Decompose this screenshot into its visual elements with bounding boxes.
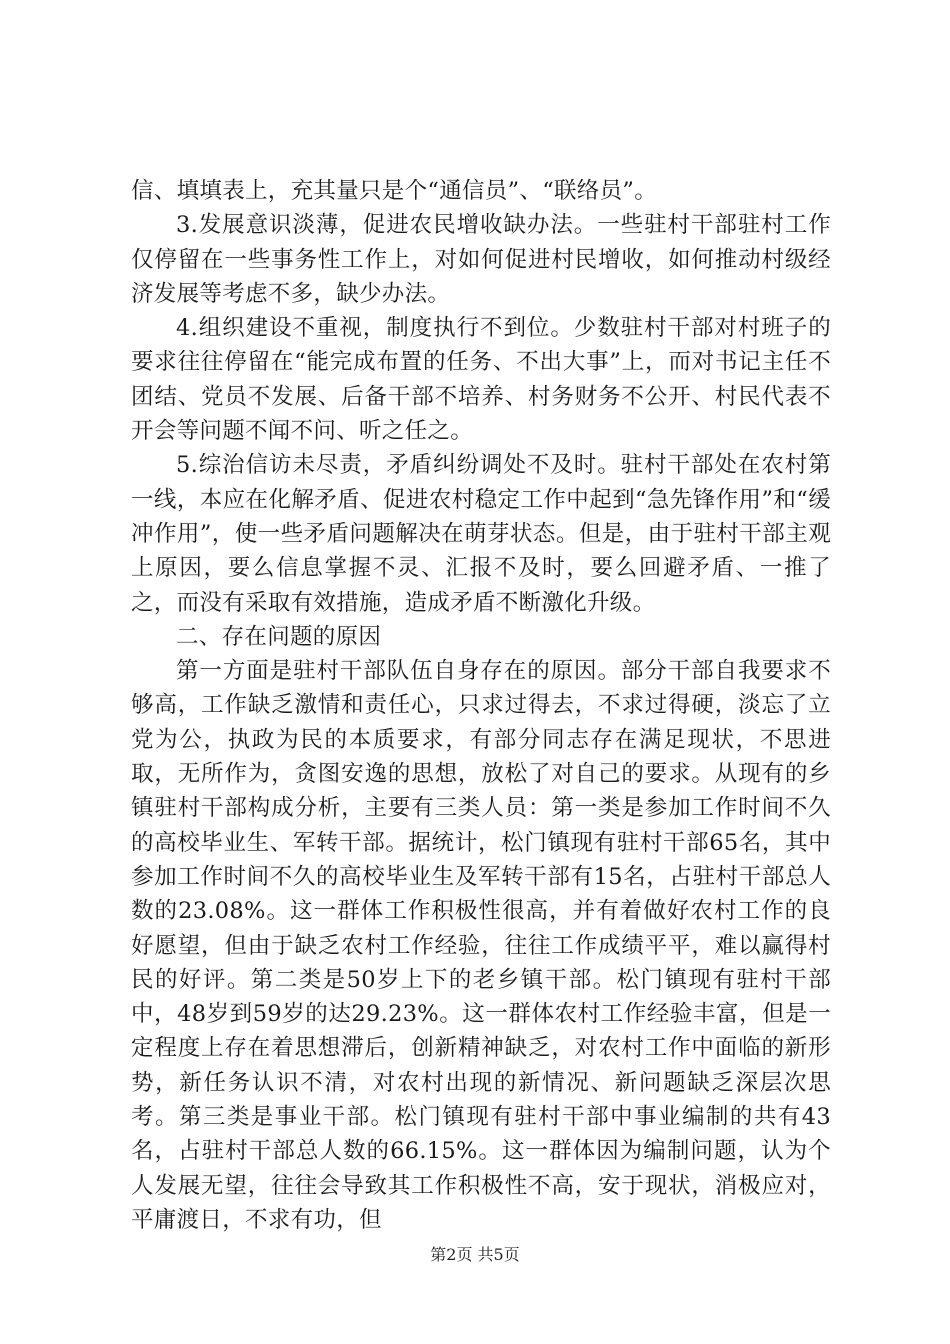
paragraph-causes: 第一方面是驻村干部队伍自身存在的原因。部分干部自我要求不够高，工作缺乏激情和责任心，只求过得去，不求过得硬，淡忘了立党为公，执政为民的本质要求，有部分同志存在满足现状，不思进取，无所作为，贪图安逸的思想，放松了对自己的要求。从现有的乡镇驻村干部构成分析，主要有三类人员：第一类是参加工作时间不久的高校毕业生、军转干部。据统计，松门镇现有驻村干部65名，其中参加工作时间不久的高校毕业生及军转干部有15名，占驻村干部总人数的23.08%。这一群体工作积极性很高，并有着做好农村工作的良好愿望，但由于缺乏农村工作经验，往往工作成绩平平，难以赢得村民的好评。第二类是50岁上下的老乡镇干部。松门镇现有驻村干部中，48岁到59岁的达29.23%。这一群体农村工作经验丰富，但是一定程度上存在着思想滞后，创新精神缺乏，对农村工作中面临的新形势，新任务认识不清，对农村出现的新情况、新问题缺乏深层次思考。第三类是事业干部。松门镇现有驻村干部中事业编制的共有43名，占驻村干部总人数的66.15%。这一群体因为编制问题，认为个人发展无望，往往会导致其工作积极性不高，安于现状，消极应对，平庸渡日，不求有功，但 (131, 658, 831, 1233)
paragraph-item-4: 4.组织建设不重视，制度执行不到位。少数驻村干部对村班子的要求往往停留在“能完成布置的任务、不出大事”上，而对书记主任不团结、党员不发展、后备干部不培养、村务财务不公开、村民代表不开会等问题不闻不问、听之任之。 (131, 315, 831, 445)
section-heading: 二、存在问题的原因 (176, 623, 382, 650)
document-body (131, 174, 831, 1237)
paragraph-item-5: 5.综治信访未尽责，矛盾纠纷调处不及时。驻村干部处在农村第一线，本应在化解矛盾、促进农村稳定工作中起到“急先锋作用”和“缓冲作用”，使一些矛盾问题解决在萌芽状态。但是，由于驻村干部主观上原因，要么信息掌握不灵、汇报不及时，要么回避矛盾、一推了之，而没有采取有效措施，造成矛盾不断激化升级。 (131, 452, 831, 616)
page-number-footer: 第2页 共5页 (430, 1245, 520, 1264)
paragraph-item-3: 3.发展意识淡薄，促进农民增收缺办法。一些驻村干部驻村工作仅停留在一些事务性工作上，对如何促进村民增收，如何推动村级经济发展等考虑不多，缺少办法。 (131, 212, 831, 307)
paragraph-continuation: 信、填填表上，充其量只是个“通信员”、“联络员”。 (131, 178, 658, 204)
